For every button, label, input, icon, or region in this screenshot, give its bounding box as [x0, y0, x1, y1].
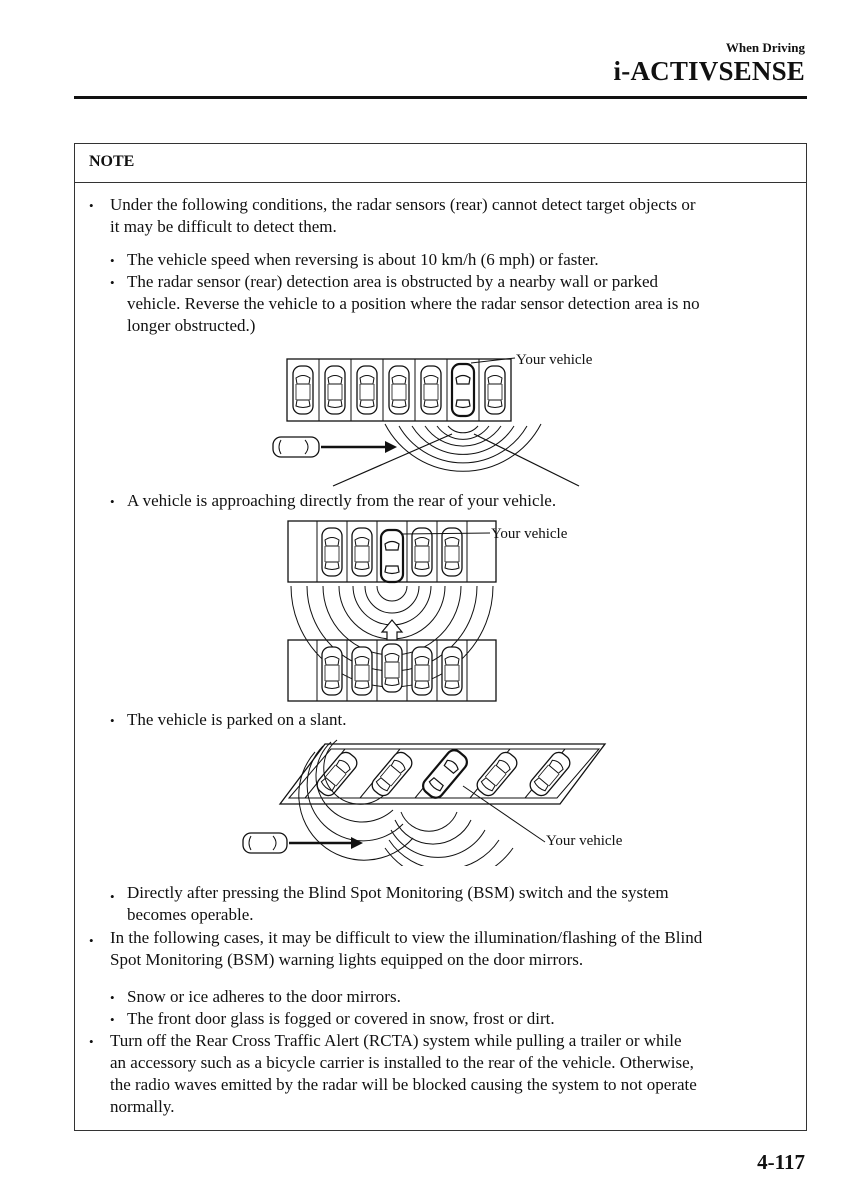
bullet: • — [110, 713, 115, 728]
bullet: • — [89, 1034, 94, 1049]
note-s2-line2: vehicle. Reverse the vehicle to a position where the radar sensor detection area is no — [127, 294, 700, 313]
page-number: 4-117 — [757, 1150, 805, 1174]
fig1-label: Your vehicle — [516, 354, 593, 368]
note-s4: The vehicle is parked on a slant. — [127, 710, 347, 729]
note-p2-line2: Spot Monitoring (BSM) warning lights equipped on the door mirrors. — [110, 950, 584, 969]
note-s6: Snow or ice adheres to the door mirrors. — [127, 987, 401, 1006]
bullet: • — [89, 198, 94, 213]
bullet: • — [110, 889, 115, 904]
note-s3: A vehicle is approaching directly from the rear of your vehicle. — [127, 491, 557, 510]
note-p3-line3: the radio waves emitted by the radar will be blocked causing the system to not operate — [110, 1075, 697, 1094]
bullet: • — [110, 275, 115, 290]
fig3-label: Your vehicle — [546, 833, 623, 849]
bullet: • — [110, 494, 115, 509]
figure-slanted-parking — [235, 738, 655, 866]
note-p1-line2: it may be difficult to detect them. — [110, 217, 337, 236]
chapter-title: i-ACTIVSENSE — [613, 56, 805, 86]
note-p3-line2: an accessory such as a bicycle carrier is installed to the rear of the vehicle. Otherwise, — [110, 1053, 694, 1072]
note-s1: The vehicle speed when reversing is about 10 km/h (6 mph) or faster. — [127, 250, 599, 269]
note-s2-line3: longer obstructed.) — [127, 316, 256, 335]
note-s2-line1: The radar sensor (rear) detection area is obstructed by a nearby wall or parked — [127, 272, 659, 291]
bullet: • — [110, 990, 115, 1005]
note-s7: The front door glass is fogged or covered in snow, frost or dirt. — [127, 1009, 555, 1028]
note-title: NOTE — [89, 153, 135, 170]
bullet: • — [110, 1012, 115, 1027]
note-header — [75, 144, 806, 183]
note-p3-line4: normally. — [110, 1097, 175, 1116]
note-s5-line2: becomes operable. — [127, 905, 254, 924]
bullet: • — [89, 933, 94, 948]
section-title: When Driving — [725, 40, 805, 55]
note-p2-line1: In the following cases, it may be difficult to view the illumination/flashing of the Blind — [110, 928, 703, 947]
header-rule — [74, 96, 807, 99]
figure-reverse-parking — [265, 354, 625, 494]
note-box — [74, 143, 807, 1131]
note-p3-line1: Turn off the Rear Cross Traffic Alert (RCTA) system while pulling a trailer or while — [110, 1031, 682, 1050]
fig2-label: Your vehicle — [491, 526, 568, 542]
note-s5-line1: Directly after pressing the Blind Spot Monitoring (BSM) switch and the system — [127, 883, 669, 902]
figure-rear-approach — [265, 516, 625, 706]
note-p1-line1: Under the following conditions, the radar sensors (rear) cannot detect target objects or — [110, 195, 696, 214]
bullet: • — [110, 253, 115, 268]
